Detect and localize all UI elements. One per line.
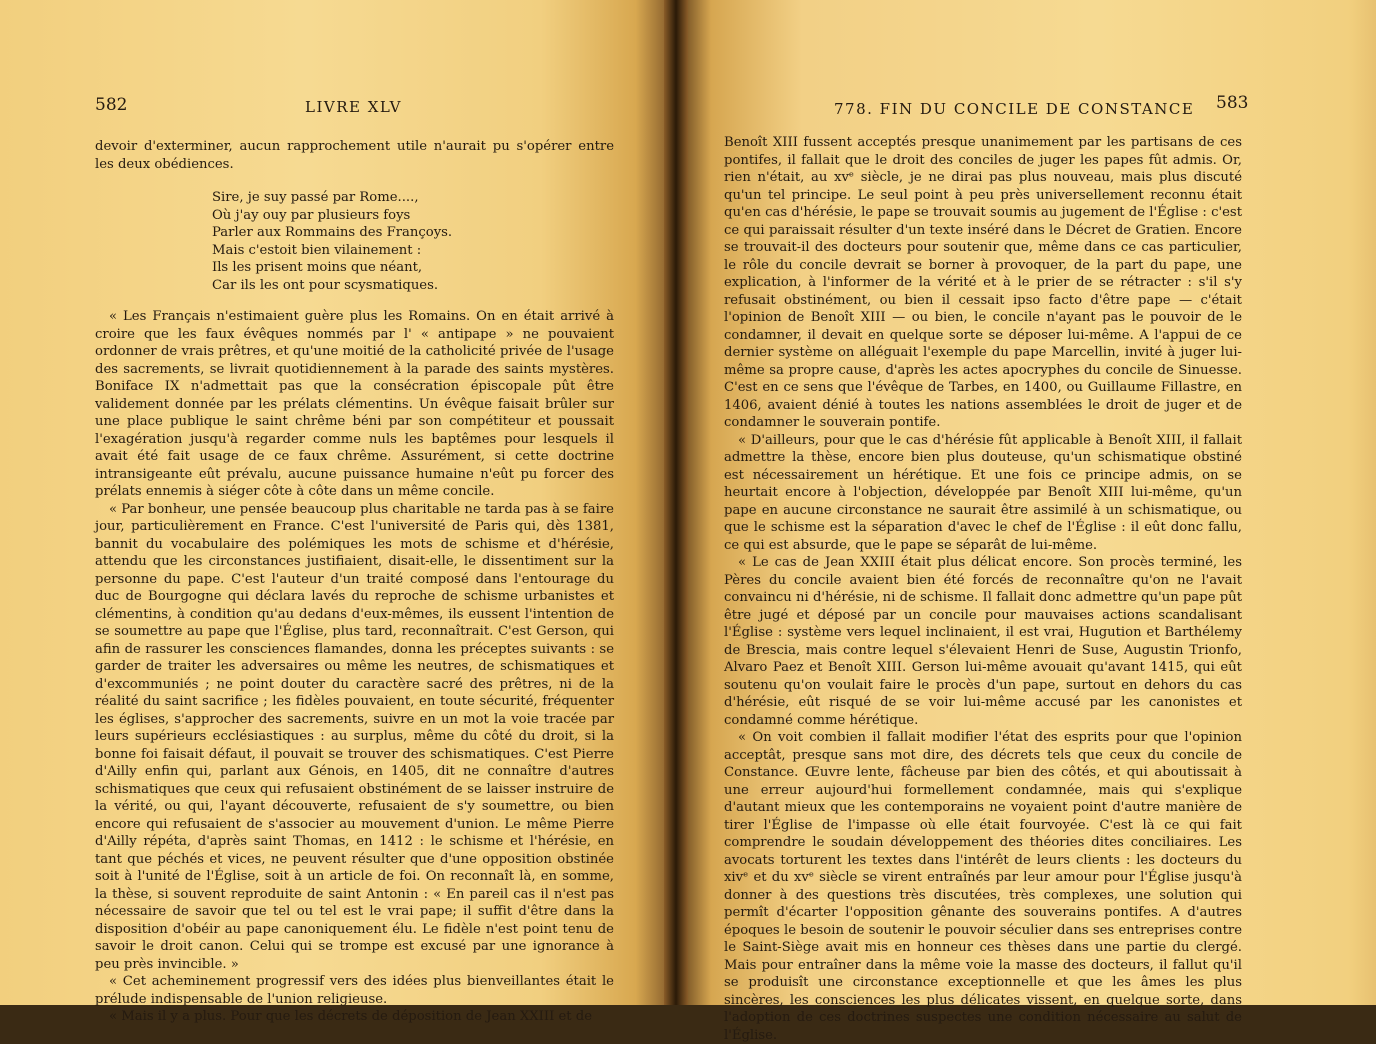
paragraph: « Cet acheminement progressif vers des idées plus bienveillantes était le prélude indispensable de l'union religieuse. <box>95 974 614 1007</box>
running-header-right: 778. FIN DU CONCILE DE CONSTANCE <box>834 100 1195 118</box>
right-body-text <box>724 134 1242 1044</box>
verse-line: Car ils les ont pour scysmatiques. <box>212 277 439 293</box>
paragraph: « On voit combien il fallait modifier l'état des esprits pour que l'opinion acceptât, presque sans mot dire, des décrets tels que ceux du concile de Constance. Œuvre lente, fâcheuse par bien des côtés, et qui aboutissait à une erreur aujourd'hui formellement condamnée, mais qui s'explique d'autant mieux que les contemporains ne voyaient point d'autre manière de tirer l'Église de l'impasse où elle était fourvoyée. C'est là ce qui fait comprendre le soudain développement des théories dites conciliaires. Les avocats torturent les textes dans l'intérêt de leurs clients : les docteurs du xivᵉ et du xvᵉ siècle se virent entraînés par leur amour pour l'Église jusqu'à donner à des questions très discutées, très complexes, une solution qui permît d'écarter l'opposition gênante des souverains pontifes. A d'autres époques le besoin de soutenir le pouvoir séculier dans ses entreprises contre le Saint-Siège avait mis en honneur ces thèses dans une partie du clergé. Mais pour entraîner dans la même voie la masse des docteurs, il fallut qu'il se produisît une circonstance exceptionnelle et que les âmes les plus sincères, les consciences les plus délicates vissent, en quelque sorte, dans l'adoption de ces doctrines suspectes une condition nécessaire au salut de l'Église. <box>724 730 1242 1043</box>
paragraph: Benoît XIII fussent acceptés presque unanimement par les partisans de ces pontifes, il fallait que le droit des conciles de juger les papes fût admis. Or, rien n'était, au xvᵉ siècle, je ne dirai pas plus nouveau, mais plus discuté qu'un tel principe. Le seul point à peu près universellement reconnu était qu'en cas d'hérésie, le pape se trouvait soumis au jugement de l'Église : c'est ce qui paraissait résulter d'un texte inséré dans le Décret de Gratien. Encore se trouvait-il des docteurs pour soutenir que, même dans ce cas particulier, le rôle du concile devrait se borner à provoquer, de la part du pape, une explication, à l'informer de la vérité et à le prier de se rétracter : s'il s'y refusait obstinément, ou bien il cessait ipso facto d'être pape — c'était l'opinion de Benoît XIII — ou bien, le concile n'ayant pas le pouvoir de le condamner, il devait en quelque sorte se déposer lui-même. A l'appui de ce dernier système on alléguait l'exemple du pape Marcellin, invité à juger lui-même sa propre cause, d'après les actes apocryphes du concile de Sinuesse. C'est en ce sens que l'évêque de Tarbes, en 1400, ou Guillaume Fillastre, en 1406, avaient dénié à toutes les nations assemblées le droit de juger et de condamner le souverain pontife. <box>724 135 1242 430</box>
verse-block <box>212 189 614 294</box>
verse-line: Mais c'estoit bien vilainement : <box>212 242 422 258</box>
verse-line: Où j'ay ouy par plusieurs foys <box>212 207 411 223</box>
page-number-right: 583 <box>1216 93 1249 113</box>
page-number-left: 582 <box>95 95 128 115</box>
paragraph: « Les Français n'estimaient guère plus les Romains. On en était arrivé à croire que les faux évêques nommés par l' « antipape » ne pouvaient ordonner de vrais prêtres, et qu'une moitié de la catholicité privée de l'usage des sacrements, se livrait quotidiennement à la parade des saints mystères. Boniface IX n'admettait pas que la consécration épiscopale pût être validement donnée par les prélats clémentins. Un évêque faisait brûler sur une place publique le saint chrême béni par son compétiteur et poussait l'exagération jusqu'à regarder comme nuls les baptêmes pour lesquels il avait été fait usage de ce faux chrême. Assurément, si cette doctrine intransigeante eût prévalu, aucune puissance humaine n'eût pu forcer des prélats ennemis à siéger côte à côte dans un même concile. <box>95 309 614 499</box>
verse-line: Ils les prisent moins que néant, <box>212 260 423 275</box>
intro-paragraph: devoir d'exterminer, aucun rapprochement utile n'aurait pu s'opérer entre les deux obédiences. <box>95 139 614 172</box>
paragraph: « Par bonheur, une pensée beaucoup plus charitable ne tarda pas à se faire jour, particulièrement en France. C'est l'université de Paris qui, dès 1381, bannit du vocabulaire des polémiques les mots de schisme et d'hérésie, attendu que les circonstances justifiaient, disait-elle, le dissentiment sur la personne du pape. C'est l'auteur d'un traité composé dans l'entourage du duc de Bourgogne qui déclara lavés du reproche de schisme urbanistes et clémentins, à condition qu'au dedans d'eux-mêmes, ils eussent l'intention de se soumettre au pape que l'Église, plus tard, reconnaîtrait. C'est Gerson, qui afin de rassurer les consciences flamandes, donna les préceptes suivants : se garder de traiter les adversaires ou même les neutres, de schismatiques et d'excommuniés ; ne point douter du caractère sacré des prêtres, ni de la réalité du saint sacrifice ; les fidèles pouvaient, en toute sécurité, fréquenter les églises, s'approcher des sacrements, suivre en un mot la voie tracée par leurs supérieurs ecclésiastiques : au surplus, même du côté du droit, si la bonne foi faisait défaut, il pouvait se trouver des schismatiques. C'est Pierre d'Ailly enfin qui, parlant aux Génois, en 1405, dit ne connaître d'autres schismatiques que ceux qui refusaient obstinément de se laisser instruire de la vérité, ou qui, l'ayant découverte, refusaient de s'y soumettre, ou bien encore qui refusaient de s'associer au mouvement d'union. Le même Pierre d'Ailly répéta, d'après saint Thomas, en 1412 : le schisme et l'hérésie, en tant que péchés et vices, ne peuvent résulter que d'une opposition obstinée soit à l'unité de l'Église, soit à un article de foi. On reconnaît là, en somme, la thèse, si souvent reproduite de saint Antonin : « En pareil cas il n'est pas nécessaire de savoir que tel ou tel est le vrai pape; il suffit d'être dans la disposition d'obéir au pape canoniquement élu. Le fidèle n'est point tenu de savoir le droit canon. Celui qui se trompe est excusé par une ignorance à peu près invincible. » <box>95 501 614 972</box>
left-page <box>0 0 676 1024</box>
running-header-left: LIVRE XLV <box>305 98 402 116</box>
verse-line: Sire, je suy passé par Rome...., <box>212 190 419 205</box>
paragraph: « D'ailleurs, pour que le cas d'hérésie fût applicable à Benoît XIII, il fallait admettre la thèse, encore bien plus douteuse, qu'un schismatique obstiné est nécessairement un hérétique. Et une fois ce principe admis, on se heurtait encore à l'objection, développée par Benoît XIII lui-même, qu'un pape en aucune circonstance ne saurait être assimilé à un schismatique, ou que le schisme est la séparation d'avec le chef de l'Église : il eût donc fallu, ce qui est absurde, que le pape se séparât de lui-même. <box>724 432 1242 553</box>
right-page <box>676 0 1376 1043</box>
paragraph: « Le cas de Jean XXIII était plus délicat encore. Son procès terminé, les Pères du concile avaient bien été forcés de reconnaître qu'on ne l'avait convaincu ni d'hérésie, ni de schisme. Il fallait donc admettre qu'un pape pût être jugé et déposé par un concile pour mauvaises actions scandalisant l'Église : système vers lequel inclinaient, il est vrai, Hugution et Barthélemy de Brescia, mais contre lequel s'élevaient Henri de Suse, Augustin Trionfo, Alvaro Paez et Benoît XIII. Gerson lui-même avouait qu'avant 1415, qui eût soutenu qu'on voulait faire le procès d'un pape, surtout en dehors du cas d'hérésie, eût risqué de se voir lui-même accusé par les canonistes et condamné comme hérétique. <box>724 555 1242 728</box>
paragraph: « Mais il y a plus. Pour que les décrets de déposition de Jean XXIII et de <box>109 1009 593 1024</box>
book-gutter <box>664 0 688 1005</box>
left-body-text <box>95 138 614 1026</box>
verse-line: Parler aux Rommains des Françoys. <box>212 225 453 240</box>
